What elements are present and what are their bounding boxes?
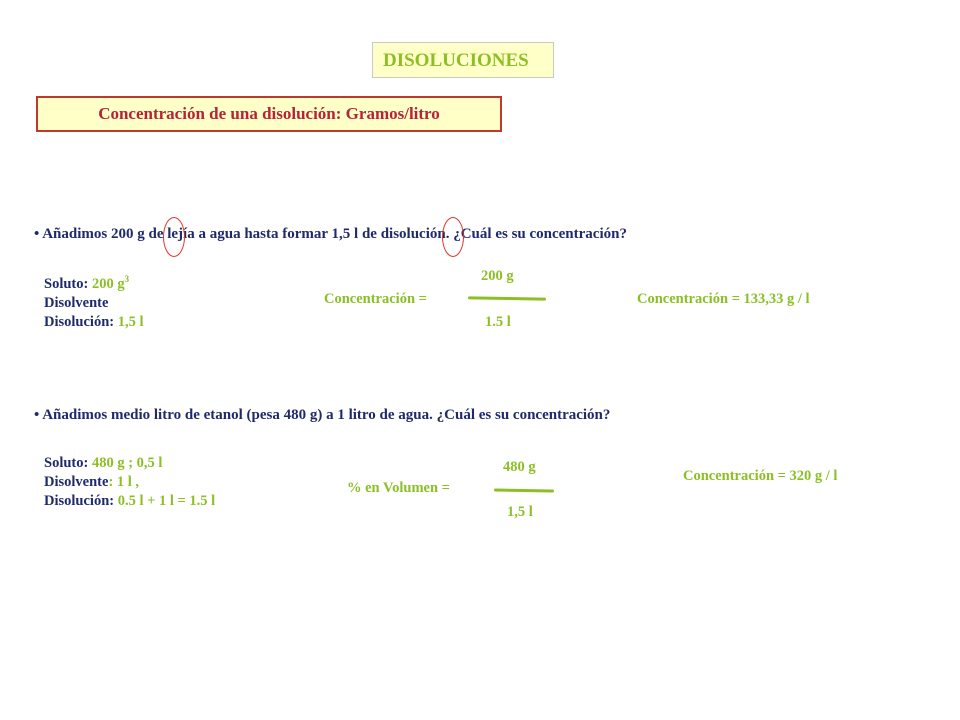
disolvente-value: : 1 l , xyxy=(108,474,140,490)
disolvente-line xyxy=(44,473,215,492)
disolucion-label: Disolución: xyxy=(44,493,118,509)
soluto-label: Soluto: xyxy=(44,275,92,292)
formula2-numerator: 480 g xyxy=(503,459,536,475)
statement-part: de lejía a agua hasta formar 1,5 xyxy=(144,226,355,242)
highlight-circle xyxy=(163,217,185,257)
disolucion-value: 1,5 l xyxy=(117,313,144,330)
fraction-bar xyxy=(494,488,554,492)
disolvente-label: Disolvente xyxy=(44,294,109,311)
section-subtitle: Concentración de una disolución: Gramos/litro xyxy=(36,96,502,132)
problem2-statement xyxy=(34,407,610,424)
bullet-icon: • xyxy=(34,226,40,242)
statement-text: Añadimos medio litro de etanol (pesa 480 g) a 1 litro de agua. ¿Cuál es su concentración? xyxy=(42,407,611,423)
statement-part: Añadimos 200 xyxy=(42,226,138,242)
soluto-line xyxy=(44,270,144,294)
soluto-value: 480 g ; 0,5 l xyxy=(91,455,163,471)
formula2-denominator: 1,5 l xyxy=(507,504,533,520)
circled-unit-g: g xyxy=(137,226,145,242)
bullet-icon: • xyxy=(34,407,40,423)
disolucion-label: Disolución: xyxy=(44,313,118,330)
result1: Concentración = 133,33 g / l xyxy=(637,291,810,307)
page-title: DISOLUCIONES xyxy=(372,42,554,78)
circled-unit-l: l xyxy=(354,226,359,242)
formula2-label: % en Volumen = xyxy=(347,480,450,496)
disolvente-label: Disolvente xyxy=(44,474,109,490)
soluto-line xyxy=(44,454,215,473)
highlight-circle xyxy=(442,217,464,257)
statement-part: de disolución. ¿Cuál es su concentración? xyxy=(358,226,627,242)
formula1-denominator: 1.5 l xyxy=(485,314,511,330)
problem2-data xyxy=(44,454,215,511)
soluto-superscript: 3 xyxy=(124,274,130,284)
disolucion-line xyxy=(44,492,215,511)
formula1-numerator: 200 g xyxy=(481,268,514,284)
disolucion-value: 0.5 l + 1 l = 1.5 l xyxy=(117,493,216,509)
soluto-label: Soluto: xyxy=(44,455,92,471)
disolvente-line xyxy=(44,294,144,313)
soluto-value: 200 g xyxy=(91,275,125,292)
result2: Concentración = 320 g / l xyxy=(683,468,838,484)
problem1-data xyxy=(44,270,144,332)
disolucion-line xyxy=(44,313,144,332)
problem1-statement xyxy=(34,226,627,243)
fraction-bar xyxy=(468,296,546,300)
formula1-label: Concentración = xyxy=(324,291,427,307)
